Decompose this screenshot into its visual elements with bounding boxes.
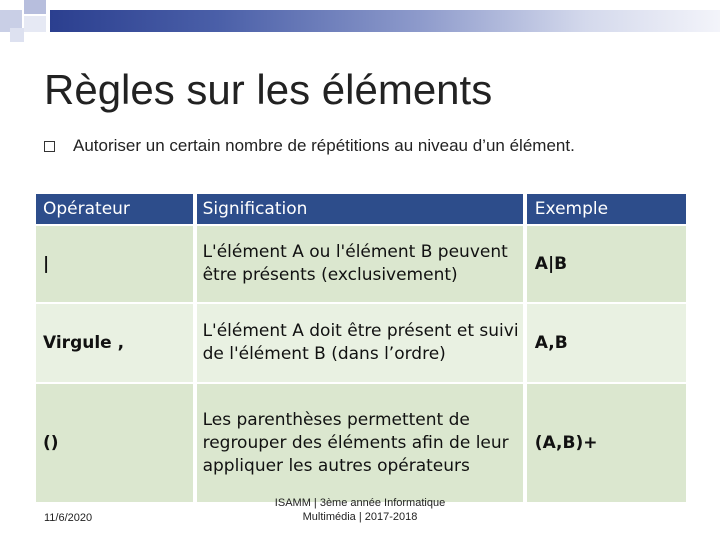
operator-cell: () — [36, 384, 193, 502]
table-row — [36, 226, 686, 302]
example-cell: A,B — [527, 304, 686, 382]
operator-cell: Virgule , — [36, 304, 193, 382]
decor-square — [24, 16, 46, 32]
example-cell: A|B — [527, 226, 686, 302]
operators-table — [36, 192, 686, 504]
footer-line-2: Multimédia | 2017-2018 — [302, 511, 418, 523]
operator-cell: | — [36, 226, 193, 302]
header-exemple: Exemple — [527, 194, 686, 224]
meaning-cell: L'élément A doit être présent et suivi de l'élément B (dans l’ordre) — [197, 304, 523, 382]
footer-line-1: ISAMM | 3ème année Informatique — [274, 497, 446, 509]
bullet-text: Autoriser un certain nombre de répétitions au niveau d’un élément. — [73, 136, 575, 155]
slide-title: Règles sur les éléments — [44, 66, 493, 113]
square-bullet-icon — [44, 141, 55, 152]
header-gradient-bar — [50, 10, 720, 32]
decor-square — [24, 0, 46, 14]
table-row — [36, 384, 686, 502]
header-operateur: Opérateur — [36, 194, 193, 224]
header-signification: Signification — [197, 194, 523, 224]
table-row — [36, 304, 686, 382]
meaning-cell: L'élément A ou l'élément B peuvent être présents (exclusivement) — [197, 226, 523, 302]
bullet-item — [44, 134, 575, 158]
footer-date: 11/6/2020 — [44, 512, 93, 524]
table-header-row — [36, 194, 686, 224]
example-cell: (A,B)+ — [527, 384, 686, 502]
decor-square — [10, 28, 24, 42]
meaning-cell: Les parenthèses permettent de regrouper des éléments afin de leur appliquer les autres opérateurs — [197, 384, 523, 502]
footer-course-info — [240, 496, 480, 524]
